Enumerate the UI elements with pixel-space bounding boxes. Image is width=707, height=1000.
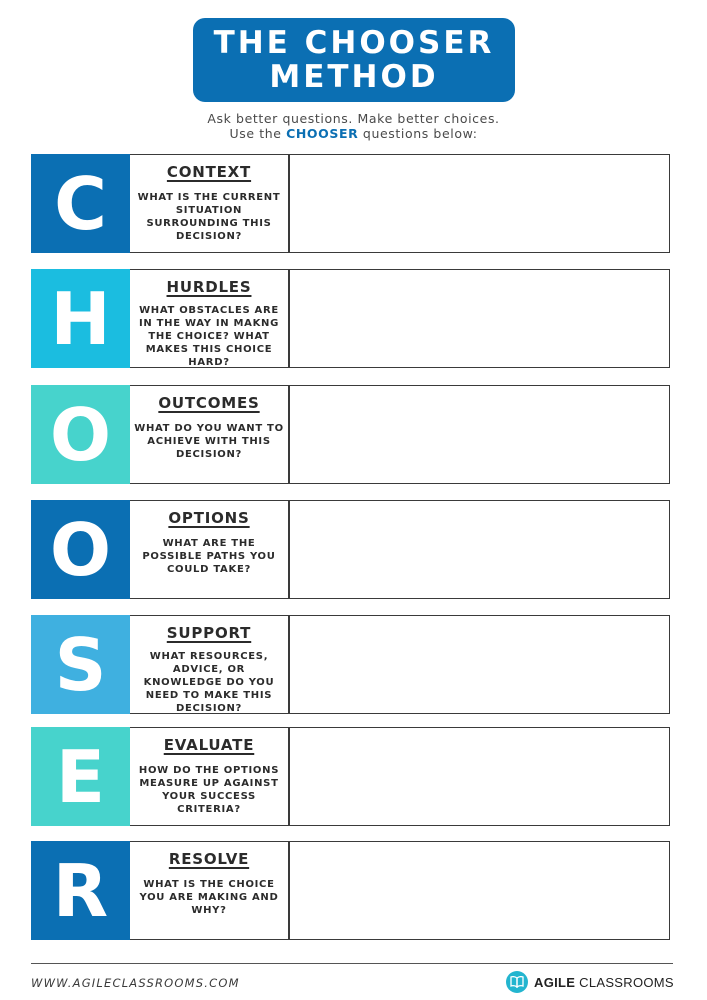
answer-box[interactable] (288, 727, 670, 826)
question-box (130, 841, 289, 940)
row-question: WHAT ARE THE POSSIBLE PATHS YOU COULD TAKE? (142, 538, 276, 575)
chooser-row-evaluate (31, 727, 669, 826)
chooser-row-options (31, 500, 669, 599)
subtitle-highlight: CHOOSER (286, 126, 359, 141)
row-heading: HURDLES (166, 278, 252, 296)
title-line-1: THE CHOOSER (213, 25, 495, 61)
subtitle-post: questions below: (358, 126, 478, 141)
answer-box[interactable] (288, 154, 670, 253)
row-question: WHAT IS THE CURRENT SITUATION SURROUNDING THIS DECISION? (137, 192, 281, 242)
title-line-2: METHOD (269, 59, 439, 95)
letter-box (31, 841, 130, 940)
row-letter: R (52, 848, 109, 933)
footer-divider (31, 963, 673, 964)
row-question: WHAT IS THE CHOICE YOU ARE MAKING AND WHY? (139, 879, 279, 916)
footer-url-link[interactable]: WWW.AGILECLASSROOMS.COM (31, 976, 240, 990)
letter-box (31, 500, 130, 599)
question-box (130, 269, 289, 368)
open-book-icon (506, 971, 528, 993)
row-heading: EVALUATE (163, 736, 255, 754)
row-letter: O (49, 507, 112, 592)
row-heading: SUPPORT (166, 624, 252, 642)
question-box (130, 500, 289, 599)
answer-box[interactable] (288, 841, 670, 940)
subtitle-line-2 (0, 126, 707, 141)
row-letter: E (55, 734, 106, 819)
letter-box (31, 615, 130, 714)
question-box (130, 615, 289, 714)
brand-name (534, 975, 674, 990)
row-question: WHAT DO YOU WANT TO ACHIEVE WITH THIS DECISION? (134, 423, 284, 460)
chooser-row-hurdles (31, 269, 669, 368)
question-box (130, 385, 289, 484)
row-question: HOW DO THE OPTIONS MEASURE UP AGAINST YOUR SUCCESS CRITERIA? (138, 765, 280, 815)
answer-box[interactable] (288, 615, 670, 714)
row-letter: S (54, 622, 107, 707)
question-box (130, 154, 289, 253)
brand-bold: AGILE (534, 974, 576, 990)
subtitle-line-1: Ask better questions. Make better choices. (207, 111, 500, 126)
row-letter: O (49, 392, 112, 477)
chooser-row-support (31, 615, 669, 714)
letter-box (31, 727, 130, 826)
row-letter: H (50, 276, 111, 361)
row-heading: RESOLVE (168, 850, 250, 868)
answer-box[interactable] (288, 385, 670, 484)
row-letter: C (54, 161, 107, 246)
answer-box[interactable] (288, 500, 670, 599)
question-box (130, 727, 289, 826)
footer-brand-logo (506, 970, 674, 994)
letter-box (31, 269, 130, 368)
row-heading: OUTCOMES (158, 394, 260, 412)
row-heading: OPTIONS (168, 509, 250, 527)
chooser-row-context (31, 154, 669, 253)
title-banner (193, 18, 515, 102)
row-question: WHAT OBSTACLES ARE IN THE WAY IN MAKNG THE CHOICE? WHAT MAKES THIS CHOICE HARD? (138, 305, 280, 368)
brand-rest: CLASSROOMS (575, 974, 674, 990)
row-heading: CONTEXT (166, 163, 252, 181)
answer-box[interactable] (288, 269, 670, 368)
chooser-row-resolve (31, 841, 669, 940)
letter-box (31, 154, 130, 253)
subtitle-pre: Use the (229, 126, 287, 141)
chooser-row-outcomes (31, 385, 669, 484)
letter-box (31, 385, 130, 484)
row-question: WHAT RESOURCES, ADVICE, OR KNOWLEDGE DO YOU NEED TO MAKE THIS DECISION? (143, 651, 275, 714)
